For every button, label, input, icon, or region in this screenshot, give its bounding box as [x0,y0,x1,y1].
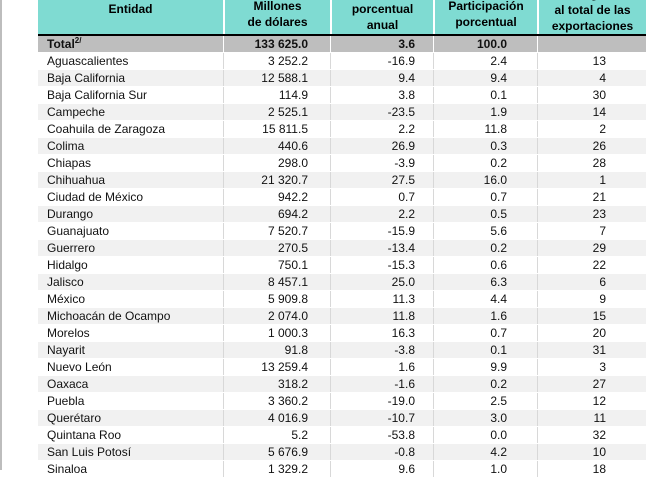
cell-entidad: Campeche [47,105,106,119]
cell-millones: 8 457.1 [223,274,330,290]
cell-variacion: -3.8 [330,342,433,358]
cell-millones: 2 074.0 [223,308,330,324]
cell-lugar: 3 [537,359,646,375]
cell-variacion: -0.8 [330,444,433,460]
cell-entidad: Chiapas [47,156,92,170]
cell-variacion: -3.9 [330,155,433,171]
cell-millones: 3 360.2 [223,393,330,409]
table-row [38,460,646,477]
table-row [38,86,646,103]
cell-lugar: 11 [537,410,646,426]
cell-lugar: 32 [537,427,646,443]
cell-lugar: 12 [537,393,646,409]
cell-entidad: México [47,292,86,306]
cell-lugar: 10 [537,444,646,460]
cell-entidad: Baja California [47,71,126,85]
cell-entidad: Chihuahua [47,173,106,187]
cell-participacion: 2.4 [433,53,537,69]
cell-participacion: 4.4 [433,291,537,307]
cell-entidad: Sinaloa [47,462,88,476]
column-header-lines: porcentual anual [351,2,414,32]
cell-variacion: -10.7 [330,410,433,426]
cell-lugar: 23 [537,206,646,222]
cell-lugar: 2 [537,121,646,137]
cell-participacion: 0.7 [433,325,537,341]
cell-entidad: Jalisco [47,275,84,289]
cell-millones: 3 252.2 [223,53,330,69]
cell-millones: 91.8 [223,342,330,358]
cell-lugar: 18 [537,461,646,477]
column-header-lines: Participación porcentual [448,0,524,29]
cell-participacion: 0.1 [433,342,537,358]
cell-lugar: 22 [537,257,646,273]
table-row [38,52,646,69]
cell-participacion: 16.0 [433,172,537,188]
table-row [38,171,646,188]
cell-lugar: 13 [537,53,646,69]
cell-entidad: Baja California Sur [47,88,148,102]
table-row [38,120,646,137]
cell-entidad: Nayarit [47,343,86,357]
cell-entidad: Puebla [47,394,85,408]
cell-entidad: Quintana Roo [47,428,122,442]
cell-participacion: 4.2 [433,444,537,460]
cell-entidad: Hidalgo [47,258,88,272]
cell-entidad: Ciudad de México [47,190,144,204]
cell-variacion: 11.8 [330,308,433,324]
cell-participacion: 0.6 [433,257,537,273]
cell-lugar: 14 [537,104,646,120]
cell-variacion: -15.3 [330,257,433,273]
column-header-participacion [433,0,537,34]
cell-millones: 942.2 [223,189,330,205]
table-row [38,290,646,307]
column-header-lines: Entidad [108,2,153,16]
cell-variacion: -1.6 [330,376,433,392]
total-millones-cell: 133 625.0 [223,36,330,52]
cell-participacion: 0.2 [433,240,537,256]
cell-variacion: 1.6 [330,359,433,375]
column-header-entidad [38,0,223,34]
column-header-lines: al total de las exportaciones [551,3,634,33]
cell-millones: 4 016.9 [223,410,330,426]
table-row [38,239,646,256]
cell-millones: 750.1 [223,257,330,273]
cell-lugar: 9 [537,291,646,307]
cell-participacion: 0.7 [433,189,537,205]
table-row [38,222,646,239]
table-row [38,188,646,205]
cell-participacion: 1.0 [433,461,537,477]
cell-entidad: Colima [47,139,85,153]
cell-lugar: 31 [537,342,646,358]
column-header-variacion [330,0,433,34]
cell-millones: 21 320.7 [223,172,330,188]
footnote-marker: 2/ [74,36,82,45]
column-header-lugar [537,0,646,34]
table-row [38,256,646,273]
cell-lugar: 15 [537,308,646,324]
cell-participacion: 0.5 [433,206,537,222]
cell-entidad: San Luis Potosí [47,445,132,459]
cell-entidad: Oaxaca [47,377,89,391]
table-row [38,341,646,358]
table-row [38,137,646,154]
cell-participacion: 0.2 [433,376,537,392]
table-row [38,392,646,409]
cell-participacion: 0.0 [433,427,537,443]
table-row [38,273,646,290]
cell-participacion: 5.6 [433,223,537,239]
cell-millones: 5.2 [223,427,330,443]
cell-variacion: -16.9 [330,53,433,69]
cell-millones: 15 811.5 [223,121,330,137]
table-row [38,205,646,222]
cell-participacion: 1.9 [433,104,537,120]
cell-lugar: 6 [537,274,646,290]
cell-variacion: -13.4 [330,240,433,256]
cell-participacion: 3.0 [433,410,537,426]
cell-variacion: 25.0 [330,274,433,290]
cell-millones: 2 525.1 [223,104,330,120]
cell-participacion: 2.5 [433,393,537,409]
cell-lugar: 4 [537,70,646,86]
cell-entidad: Michoacán de Ocampo [47,309,171,323]
total-lugar-cell [537,36,646,52]
cell-millones: 5 909.8 [223,291,330,307]
table-row [38,443,646,460]
exports-by-state-table [38,0,646,477]
cell-variacion: -15.9 [330,223,433,239]
cell-lugar: 28 [537,155,646,171]
table-header-row [38,0,646,36]
cell-variacion: 3.8 [330,87,433,103]
cell-entidad: Aguascalientes [47,54,129,68]
cell-entidad: Guanajuato [47,224,110,238]
cell-participacion: 11.8 [433,121,537,137]
cell-variacion: -53.8 [330,427,433,443]
cell-variacion: 2.2 [330,206,433,222]
cell-millones: 440.6 [223,138,330,154]
cell-millones: 12 588.1 [223,70,330,86]
total-label-cell [38,36,223,52]
table-row [38,69,646,86]
total-label: Total [47,37,75,51]
cell-variacion: 2.2 [330,121,433,137]
cell-variacion: 26.9 [330,138,433,154]
table-total-row [38,36,646,52]
cell-millones: 298.0 [223,155,330,171]
table-row [38,358,646,375]
cell-variacion: 9.6 [330,461,433,477]
table-row [38,324,646,341]
cell-entidad: Morelos [47,326,90,340]
cell-millones: 694.2 [223,206,330,222]
cell-millones: 1 329.2 [223,461,330,477]
cell-variacion: -23.5 [330,104,433,120]
cell-entidad: Nuevo León [47,360,112,374]
cell-participacion: 0.1 [433,87,537,103]
cell-variacion: 11.3 [330,291,433,307]
cell-millones: 114.9 [223,87,330,103]
cell-lugar: 26 [537,138,646,154]
column-header-lines: Millones de dólares [247,0,308,29]
cell-participacion: 6.3 [433,274,537,290]
cell-variacion: -19.0 [330,393,433,409]
cell-millones: 1 000.3 [223,325,330,341]
cell-entidad: Querétaro [47,411,102,425]
table-row [38,154,646,171]
cell-millones: 7 520.7 [223,223,330,239]
table-row [38,103,646,120]
table-row [38,426,646,443]
cell-millones: 5 676.9 [223,444,330,460]
cell-lugar: 7 [537,223,646,239]
cell-lugar: 30 [537,87,646,103]
cell-millones: 318.2 [223,376,330,392]
cell-participacion: 0.2 [433,155,537,171]
table-row [38,375,646,392]
cell-lugar: 20 [537,325,646,341]
cell-variacion: 0.7 [330,189,433,205]
table-row [38,409,646,426]
total-variacion-cell: 3.6 [330,36,433,52]
cell-variacion: 16.3 [330,325,433,341]
cell-variacion: 9.4 [330,70,433,86]
cell-lugar: 29 [537,240,646,256]
cell-participacion: 9.9 [433,359,537,375]
cell-participacion: 1.6 [433,308,537,324]
cell-participacion: 0.3 [433,138,537,154]
table-body [38,52,646,477]
column-header-millones [223,0,330,34]
cell-millones: 270.5 [223,240,330,256]
cell-lugar: 27 [537,376,646,392]
cell-entidad: Durango [47,207,94,221]
cell-millones: 13 259.4 [223,359,330,375]
cell-entidad: Coahuila de Zaragoza [47,122,166,136]
cell-lugar: 21 [537,189,646,205]
left-edge-line [0,0,2,470]
cell-participacion: 9.4 [433,70,537,86]
table-row [38,307,646,324]
cell-variacion: 27.5 [330,172,433,188]
cell-entidad: Guerrero [47,241,96,255]
total-participacion-cell: 100.0 [433,36,537,52]
cell-lugar: 1 [537,172,646,188]
